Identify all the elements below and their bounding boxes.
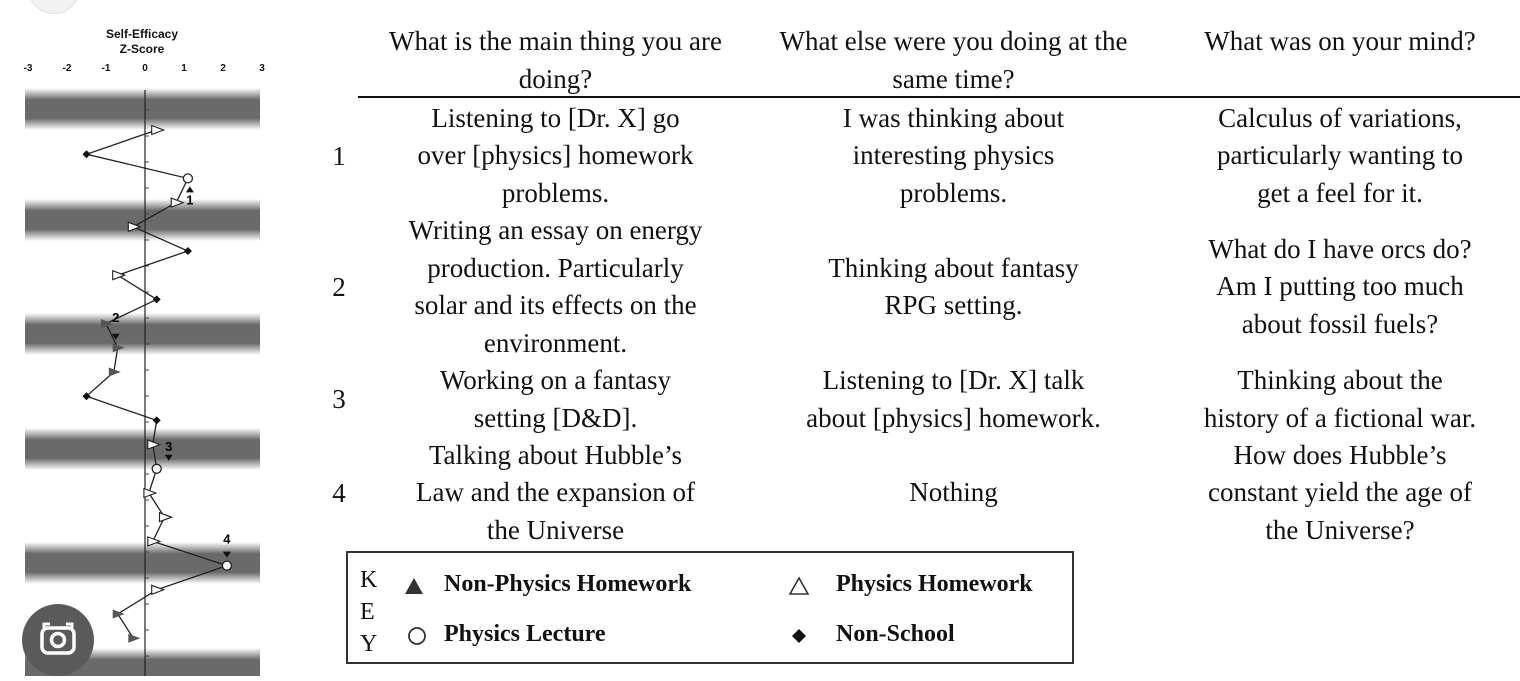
cell-line: What do I have orcs do?	[1208, 233, 1472, 264]
row-number: 3	[332, 384, 346, 414]
header-rule	[358, 96, 1520, 98]
table-cell-mind	[1160, 212, 1520, 362]
episode-number-label: 3	[165, 438, 173, 454]
non-physics-homework-marker	[128, 634, 140, 643]
x-tick-label: -3	[23, 63, 33, 74]
cell-line: the Universe	[486, 514, 625, 545]
cell-line: Writing an essay on energy	[408, 215, 703, 245]
cell-line: interesting physics	[852, 140, 1055, 171]
cell-line: about [physics] homework.	[806, 402, 1101, 433]
cell-line: particularly wanting to	[1217, 140, 1463, 171]
cell-line: constant yield the age of	[1208, 477, 1472, 508]
table-cell-mind	[1160, 362, 1520, 437]
camera-lens-glyph	[22, 604, 94, 676]
key-letter-e: E	[360, 599, 375, 625]
chart-title-line1: Self-Efficacy	[105, 27, 179, 41]
cell-line: I was thinking about	[842, 102, 1065, 133]
episode-number-label: 4	[223, 531, 231, 547]
x-tick-label: -2	[62, 63, 72, 74]
cell-line: Law and the expansion of	[416, 477, 695, 508]
cell-line: history of a fictional war.	[1203, 402, 1477, 433]
camera-lens-icon[interactable]	[22, 604, 94, 676]
cell-line: RPG setting.	[884, 290, 1023, 320]
key-letter-k: K	[360, 567, 378, 593]
open-circle-icon	[406, 625, 428, 647]
cell-line: about fossil fuels?	[1241, 308, 1439, 339]
key-non-school: Non-School	[836, 621, 955, 647]
cell-line: production. Particularly	[427, 252, 684, 283]
header-main-thing: What is the main thing you are doing?	[389, 26, 722, 94]
cell-line: Thinking about fantasy	[828, 252, 1079, 283]
table-cell-main	[358, 437, 753, 549]
non-school-marker	[83, 150, 91, 158]
row-number: 4	[332, 478, 346, 508]
episode-number-label: 1	[186, 192, 194, 208]
x-tick-label: -1	[101, 63, 111, 74]
cell-line: Am I putting too much	[1216, 271, 1464, 302]
table-cell-mind	[1160, 100, 1520, 212]
cell-line: How does Hubble’s	[1233, 439, 1447, 470]
key-legend	[346, 551, 1074, 664]
physics-homework-marker	[160, 513, 172, 522]
cell-line: environment.	[483, 327, 628, 358]
episode-arrow-icon	[186, 186, 194, 192]
x-tick-label: 3	[259, 63, 265, 74]
x-tick-label: 1	[181, 63, 187, 74]
table-cell-else	[766, 100, 1141, 212]
non-school-marker	[184, 247, 192, 255]
chart-title-line2: Z-Score	[119, 42, 165, 56]
cell-line: solar and its effects on the	[414, 290, 697, 320]
day-band	[25, 428, 260, 470]
physics-lecture-marker	[152, 464, 161, 473]
key-non-physics-homework: Non-Physics Homework	[444, 571, 692, 597]
day-band	[25, 199, 260, 241]
cell-line: Talking about Hubble’s	[428, 439, 683, 470]
cell-line: over [physics] homework	[417, 140, 694, 171]
x-tick-label: 0	[142, 63, 148, 74]
table-cell-main	[358, 212, 753, 362]
key-physics-homework: Physics Homework	[836, 571, 1033, 597]
cell-line: get a feel for it.	[1257, 177, 1423, 208]
header-on-mind: What was on your mind?	[1204, 26, 1476, 56]
header-else-doing: What else were you doing at the same time?	[779, 26, 1128, 94]
filled-triangle-icon	[403, 576, 425, 596]
physics-lecture-marker	[183, 174, 192, 183]
table-cell-mind	[1160, 437, 1520, 549]
table-cell-main	[358, 362, 753, 437]
row-number: 2	[332, 272, 346, 302]
physics-homework-marker	[152, 585, 164, 594]
cell-line: Listening to [Dr. X] talk	[822, 365, 1085, 395]
x-tick-label: 2	[220, 63, 226, 74]
self-efficacy-chart	[0, 0, 290, 676]
cell-line: problems.	[899, 177, 1008, 208]
day-band	[25, 313, 260, 355]
cell-line: Nothing	[909, 477, 998, 508]
table-cell-else	[766, 437, 1141, 549]
physics-lecture-marker	[222, 561, 231, 570]
non-school-marker	[153, 416, 161, 424]
cell-line: Calculus of variations,	[1218, 102, 1462, 133]
cell-line: Listening to [Dr. X] go	[431, 102, 680, 133]
day-band	[25, 88, 260, 130]
cell-line: Thinking about the	[1237, 365, 1443, 395]
episode-number-label: 2	[112, 309, 120, 325]
cell-line: problems.	[501, 177, 610, 208]
key-letter-y: Y	[360, 631, 378, 657]
cell-line: the Universe?	[1265, 514, 1415, 545]
table-cell-else	[766, 362, 1141, 437]
key-physics-lecture: Physics Lecture	[444, 621, 606, 647]
filled-diamond-icon	[788, 625, 810, 647]
table-cell-main	[358, 100, 753, 212]
open-triangle-icon	[788, 576, 810, 596]
cell-line: Working on a fantasy	[439, 365, 672, 395]
cell-line: setting [D&D].	[473, 402, 638, 433]
row-number: 1	[332, 141, 346, 171]
non-school-marker	[153, 295, 161, 303]
table-cell-else	[766, 212, 1141, 362]
